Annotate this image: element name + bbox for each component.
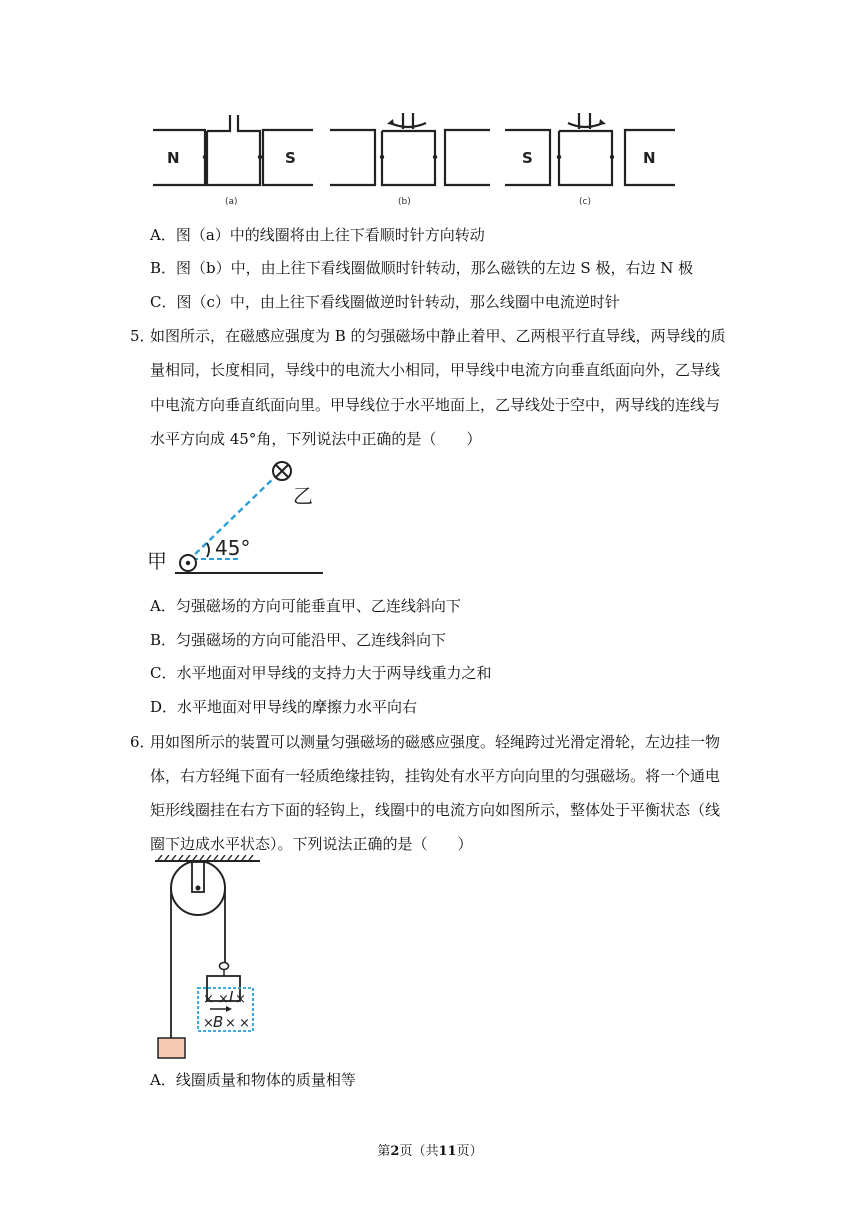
svg-text:×: × [203,1016,214,1031]
hanging-block [158,1038,185,1058]
caption-c: (c) [579,197,591,207]
magnet-label-c-left: S [522,149,533,167]
svg-text:×: × [218,992,229,1007]
q5-option-d: D．水平地面对甲导线的摩擦力水平向右 [150,698,418,716]
q5-option-c: C．水平地面对甲导线的支持力大于两导线重力之和 [150,664,492,682]
svg-text:×: × [203,992,214,1007]
angle-label: 45° [215,536,251,560]
label-yi: 乙 [293,484,313,508]
q4-option-c: C．图（c）中，由上往下看线圈做逆时针转动，那么线圈中电流逆时针 [150,293,620,311]
magnet-label-a-right: S [285,149,296,167]
footer-prefix: 第 [377,1144,391,1159]
q5-stem-line-3: 中电流方向垂直纸面向里。甲导线位于水平地面上，乙导线处于空中，两导线的连线与 [150,396,721,414]
q5-option-b: B．匀强磁场的方向可能沿甲、乙连线斜向下 [150,631,447,649]
svg-text:×: × [225,1016,236,1031]
q5-number: 5． [130,327,155,345]
page-footer [0,1140,860,1159]
svg-text:×: × [235,992,246,1007]
q6-pulley-figure [150,855,270,1060]
magnet-coil-figure [145,105,685,215]
caption-b: (b) [398,197,411,207]
svg-text:×: × [239,1016,250,1031]
magnet-label-c-right: N [643,149,656,167]
q4-option-a: A．图（a）中的线圈将由上往下看顺时针方向转动 [150,226,485,244]
q6-number: 6． [130,733,155,751]
q6-option-a: A．线圈质量和物体的质量相等 [150,1071,356,1089]
field-label: B [213,1013,224,1031]
footer-mid: 页（共 [399,1144,439,1159]
q5-stem-line-4: 水平方向成 45°角，下列说法中正确的是（ ） [150,430,482,448]
q6-stem-line-4: 圈下边成水平状态）。下列说法正确的是（ ） [150,835,473,853]
q6-stem-line-2: 体，右方轻绳下面有一轻质绝缘挂钩，挂钩处有水平方向向里的匀强磁场。将一个通电 [150,767,721,785]
q5-wires-figure [145,455,335,580]
q5-stem-line-1: 如图所示，在磁感应强度为 B 的匀强磁场中静止着甲、乙两根平行直导线，两导线的质 [150,327,726,345]
footer-suffix: 页） [456,1144,483,1159]
q6-stem-line-3: 矩形线圈挂在右方下面的轻钩上，线圈中的电流方向如图所示，整体处于平衡状态（线 [150,801,721,819]
q5-option-a: A．匀强磁场的方向可能垂直甲、乙连线斜向下 [150,597,461,615]
q4-option-b: B．图（b）中，由上往下看线圈做顺时针转动，那么磁铁的左边 S 极，右边 N 极 [150,259,694,277]
footer-page-number: 2 [390,1144,400,1159]
wire-yi-in-icon [273,462,291,480]
label-jia: 甲 [147,549,167,573]
magnet-label-a-left: N [167,149,180,167]
caption-a: (a) [225,197,238,207]
footer-total-pages: 11 [438,1144,457,1159]
q6-stem-line-1: 用如图所示的装置可以测量匀强磁场的磁感应强度。轻绳跨过光滑定滑轮，左边挂一物 [150,733,721,751]
q5-stem-line-2: 量相同，长度相同，导线中的电流大小相同，甲导线中电流方向垂直纸面向外，乙导线 [150,361,721,379]
current-label: I [229,988,234,1006]
